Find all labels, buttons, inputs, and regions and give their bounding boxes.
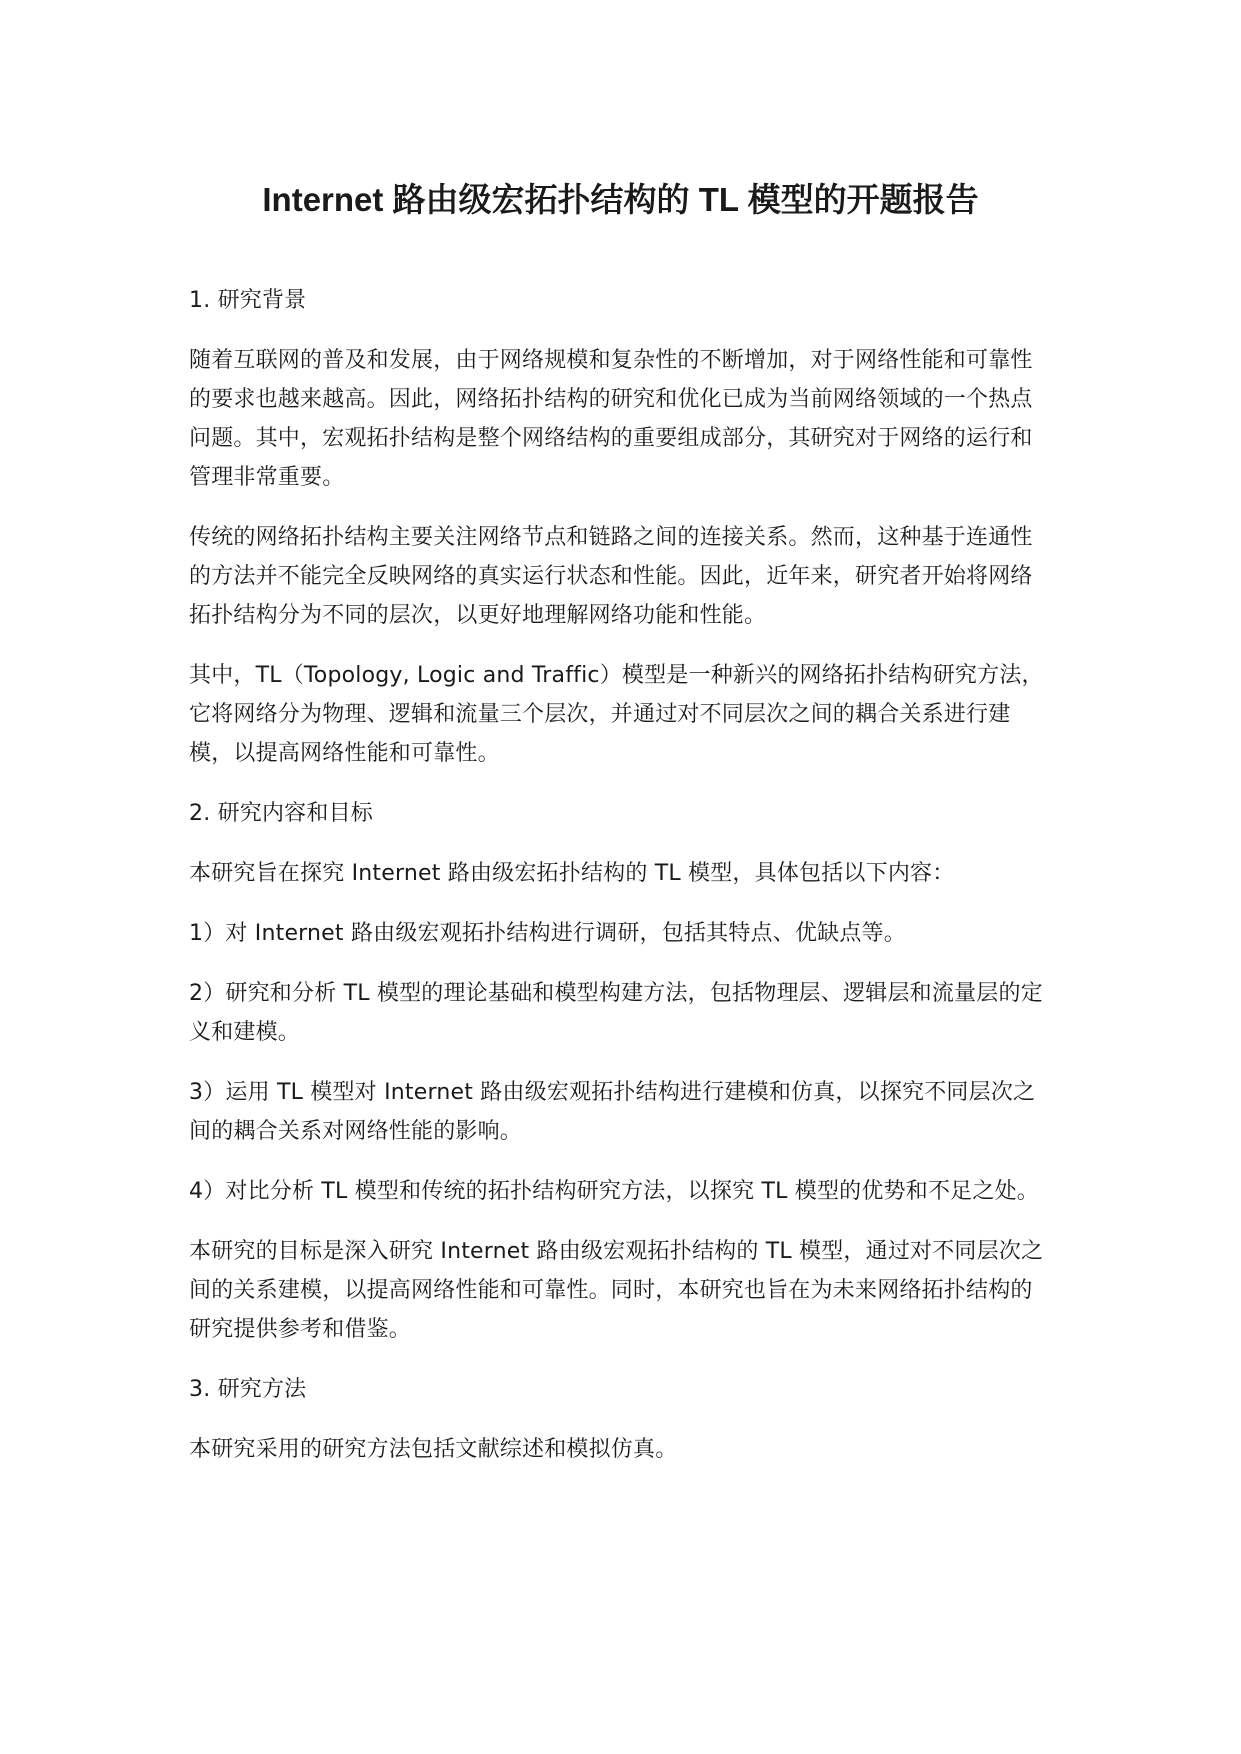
paragraph: 本研究旨在探究 Internet 路由级宏拓扑结构的 TL 模型，具体包括以下内容： (189, 861, 955, 886)
list-item: 1）对 Internet 路由级宏观拓扑结构进行调研，包括其特点、优缺点等。 (189, 921, 906, 946)
paragraph: 其中，TL（Topology, Logic and Traffic）模型是一种新兴的网络拓扑结构研究方法，它将网络分为物理、逻辑和流量三个层次，并通过对不同层次之间的耦合关系进行建模，以提高网络性能和可靠性。 (189, 663, 1044, 766)
section-heading: 2. 研究内容和目标 (189, 801, 373, 826)
document-body (189, 281, 1054, 1490)
paragraph: 本研究的目标是深入研究 Internet 路由级宏观拓扑结构的 TL 模型，通过对不同层次之间的关系建模，以提高网络性能和可靠性。同时，本研究也旨在为未来网络拓扑结构的研究提供参考和借鉴。 (189, 1239, 1044, 1342)
section-heading: 3. 研究方法 (189, 1377, 307, 1402)
list-item: 3）运用 TL 模型对 Internet 路由级宏观拓扑结构进行建模和仿真，以探究不同层次之间的耦合关系对网络性能的影响。 (189, 1080, 1036, 1144)
paragraph: 随着互联网的普及和发展，由于网络规模和复杂性的不断增加，对于网络性能和可靠性的要求也越来越高。因此，网络拓扑结构的研究和优化已成为当前网络领域的一个热点问题。其中，宏观拓扑结构是整个网络结构的重要组成部分，其研究对于网络的运行和管理非常重要。 (189, 348, 1033, 490)
paragraph: 本研究采用的研究方法包括文献综述和模拟仿真。 (189, 1437, 678, 1462)
list-item: 2）研究和分析 TL 模型的理论基础和模型构建方法，包括物理层、逻辑层和流量层的定义和建模。 (189, 981, 1043, 1045)
section-heading: 1. 研究背景 (189, 288, 307, 313)
document-title: Internet 路由级宏拓扑结构的 TL 模型的开题报告 (262, 181, 979, 218)
list-item: 4）对比分析 TL 模型和传统的拓扑结构研究方法，以探究 TL 模型的优势和不足之处。 (189, 1179, 1039, 1204)
paragraph: 传统的网络拓扑结构主要关注网络节点和链路之间的连接关系。然而，这种基于连通性的方法并不能完全反映网络的真实运行状态和性能。因此，近年来，研究者开始将网络拓扑结构分为不同的层次，以更好地理解网络功能和性能。 (189, 525, 1033, 628)
